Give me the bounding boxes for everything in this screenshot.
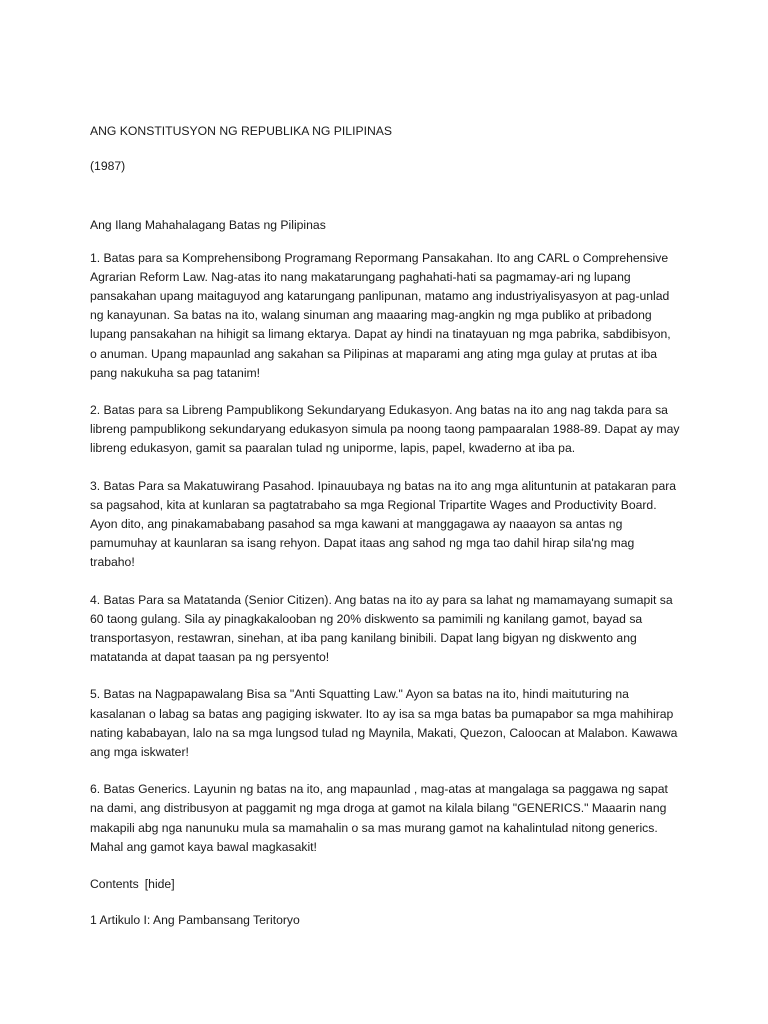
contents-hide-link[interactable]: [hide]: [144, 877, 175, 892]
document-year: (1987): [90, 159, 126, 174]
document-page: [90, 122, 680, 949]
document-title: ANG KONSTITUSYON NG REPUBLIKA NG PILIPINAS: [90, 124, 393, 138]
paragraph-law-2: 2. Batas para sa Libreng Pampublikong Sekundaryang Edukasyon. Ang batas na ito ang nag takda para sa libreng pampublikong sekundaryang edukasyon simula pa noong taong pampaaralan 1988-89. Dapat ay may libreng edukasyon, gamit sa paaralan tulad ng uniporme, lapis, papel, kwaderno at iba pa.: [90, 403, 680, 456]
contents-label: Contents: [90, 877, 139, 892]
paragraph-law-4: 4. Batas Para sa Matatanda (Senior Citizen). Ang batas na ito ay para sa lahat ng mamamayang sumapit sa 60 taong gulang. Sila ay pinagkakalooban ng 20% diskwento sa pamimili ng kanilang gamot, bayad sa transportasyon, restawran, sinehan, at iba pang kanilang binibili. Dapat lang bigyan ng diskwento ang matatanda at dapat taasan pa ng persyento!: [90, 592, 673, 665]
toc-item-artikulo-1[interactable]: 1 Artikulo I: Ang Pambansang Teritoryo: [90, 913, 300, 928]
paragraph-law-6: 6. Batas Generics. Layunin ng batas na ito, ang mapaunlad , mag-atas at mangalaga sa paggawa ng sapat na dami, ang distribusyon at paggamit ng mga droga at gamot na kilala bilang "GENERICS." Maaarin nang makapili abg nga nanunuku mula sa mamahalin o sa mas murang gamot na kahalintulad nitong generics. Mahal ang gamot kaya bawal magkasakit!: [90, 782, 668, 854]
section-heading: Ang Ilang Mahahalagang Batas ng Pilipinas: [90, 218, 326, 233]
paragraph-law-5: 5. Batas na Nagpapawalang Bisa sa "Anti Squatting Law." Ayon sa batas na ito, hindi maituturing na kasalanan o labag sa batas ang pagiging iskwater. Ito ay isa sa mga batas ba pumapabor sa mga mahihirap nating kababayan, lalo na sa mga lungsod tulad ng Maynila, Makati, Quezon, Caloocan at Malabon. Kawawa ang mga iskwater!: [90, 687, 678, 760]
paragraph-law-3: 3. Batas Para sa Makatuwirang Pasahod. Ipinauubaya ng batas na ito ang mga alituntunin at patakaran para sa pagsahod, kita at kunlaran sa pagtatrabaho sa mga Regional Tripartite Wages and Productivity Board. Ayon dito, ang pinakamababang pasahod sa mga kawani at manggagawa ay naaayon sa antas ng pamumuhay at kaunlaran sa isang rehyon. Dapat itaas ang sahod ng mga tao dahil hirap sila'ng mag trabaho!: [90, 478, 677, 570]
contents-line: [90, 875, 680, 894]
paragraph-law-1: 1. Batas para sa Komprehensibong Programang Repormang Pansakahan. Ito ang CARL o Comprehensive Agrarian Reform Law. Nag-atas ito nang makatarungang paghahati-hati sa pagmamay-ari ng lupang pansakahan upang maitaguyod ang katarungang panlipunan, matamo ang industriyalisyasyon at pag-unlad ng kanayunan. Sa batas na ito, walang sinuman ang maaaring mag-angkin ng mga publiko at pribadong lupang pansakahan na hihigit sa limang ektarya. Dapat ay hindi na tinatayuan ng mga pabrika, sabdibisyon, o anuman. Upang mapaunlad ang sakahan sa Pilipinas at maparami ang ating mga gulay at prutas at iba pang nakukuha sa pag tatanim!: [90, 250, 671, 380]
